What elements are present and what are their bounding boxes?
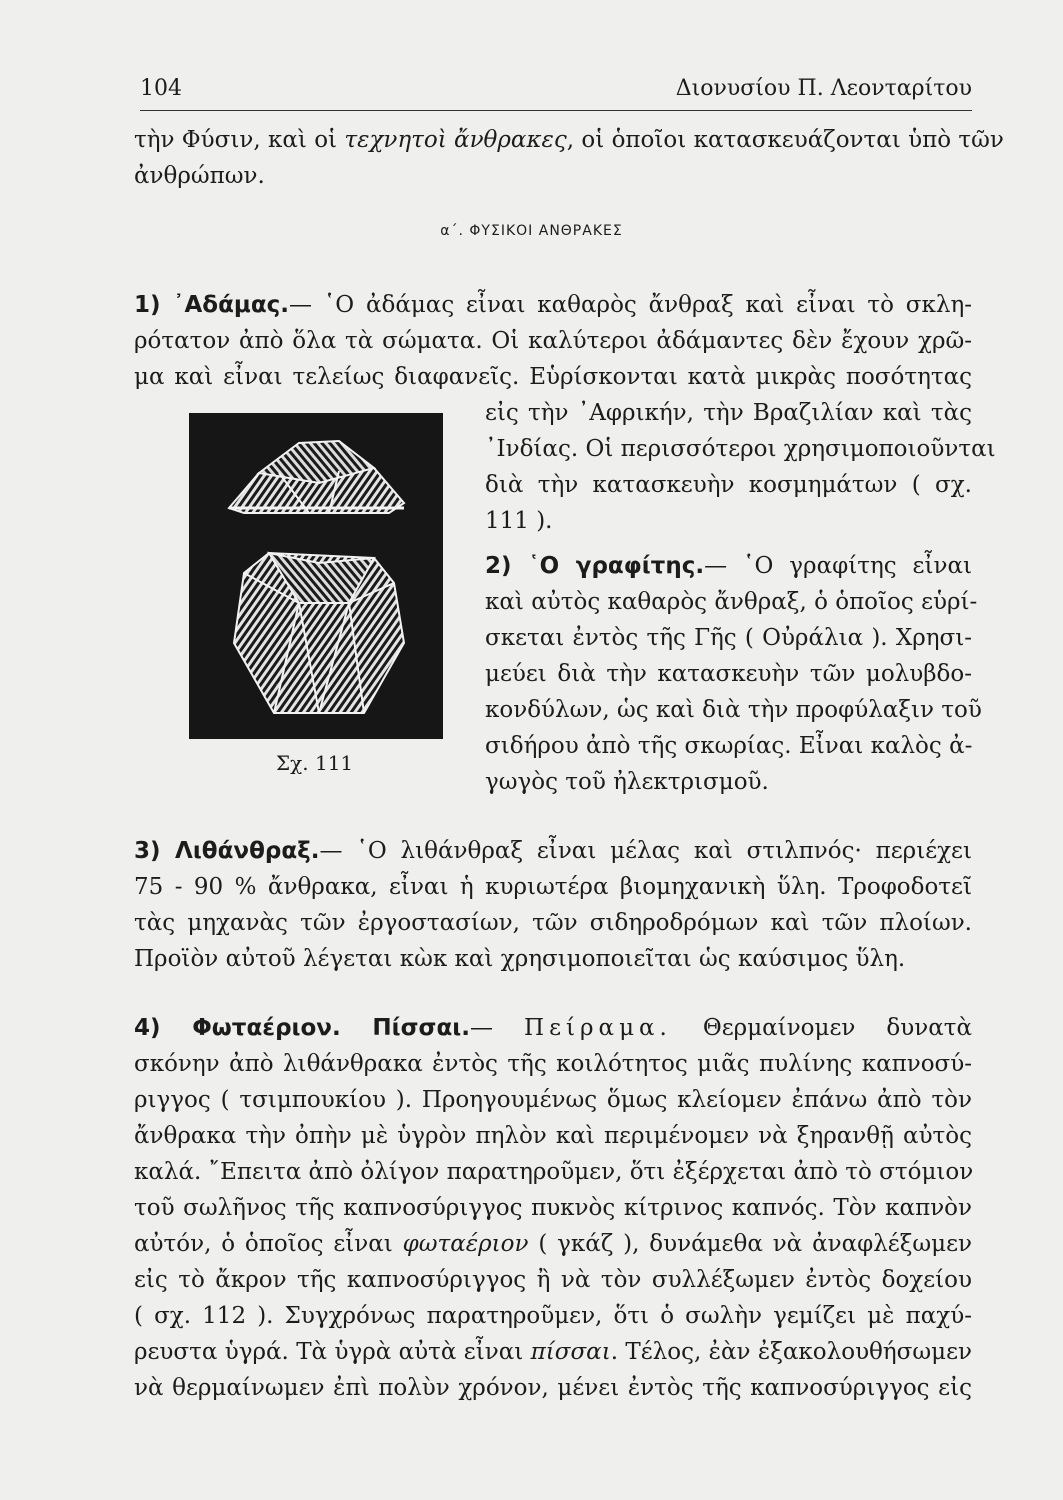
item1-line-4: εἰς τὴν ᾿Αφρικήν, τὴν Βραζιλίαν καὶ τὰς — [485, 400, 972, 426]
item2-line-7: γωγὸς τοῦ ἠλεκτρισμοῦ. — [485, 769, 769, 795]
item4-line-8: εἰς τὸ ἄκρον τῆς καπνοσύριγγος ἢ νὰ τὸν συλλέξωμεν ἐντὸς δοχείου — [134, 1267, 972, 1293]
item1-line-2: ρότατον ἀπὸ ὅλα τὰ σώματα. Οἱ καλύτεροι ἀδάμαντες δὲν ἔχουν χρῶ- — [134, 328, 972, 354]
page-number: 104 — [140, 76, 182, 101]
item2-line-2: καὶ αὐτὸς καθαρὸς ἄνθραξ, ὁ ὁποῖος εὑρί- — [485, 589, 978, 615]
item4-line-9: ( σχ. 112 ). Συγχρόνως παρατηροῦμεν, ὅτι ὁ σωλὴν γεμίζει μὲ παχύ- — [134, 1303, 972, 1329]
item3-line-2: 75 - 90 % ἄνθρακα, εἶναι ἡ κυριωτέρα βιομηχανικὴ ὕλη. Τροφοδοτεῖ — [134, 874, 972, 900]
item1-line-5: ᾿Ινδίας. Οἱ περισσότεροι χρησιμοποιοῦνται — [485, 436, 996, 462]
item2-line-5: κονδύλων, ὡς καὶ διὰ τὴν προφύλαξιν τοῦ — [485, 697, 982, 723]
item3-heading: 3) Λιθάνθραξ. — [134, 838, 320, 864]
item1-line-7: 111 ). — [485, 508, 553, 534]
item2-line-1: 2) ῾Ο γραφίτης.— ῾Ο γραφίτης εἶναι — [485, 553, 972, 579]
item4-line-1: 4) Φωταέριον. Πίσσαι.— Πείραμα. Θερμαίνομεν δυνατὰ — [134, 1015, 973, 1041]
item2-line-6: σιδήρου ἀπὸ τῆς σκωρίας. Εἶναι καλὸς ἀ- — [485, 733, 973, 759]
item3-line-4: Προϊὸν αὐτοῦ λέγεται κὼκ καὶ χρησιμοποιεῖται ὡς καύσιμος ὕλη. — [134, 946, 906, 972]
item3-line-1: 3) Λιθάνθραξ.— ῾Ο λιθάνθραξ εἶναι μέλας καὶ στιλπνός· περιέχει — [134, 838, 972, 864]
intro-line-1: τὴν Φύσιν, καὶ οἱ τεχνητοὶ ἄνθρακες, οἱ ὁποῖοι κατασκευάζονται ὑπὸ τῶν — [134, 127, 1004, 153]
running-head: Διονυσίου Π. Λεονταρίτου — [675, 76, 972, 101]
item4-line-3: ριγγος ( τσιμπουκίου ). Προηγουμένως ὅμως κλείομεν ἐπάνω ἀπὸ τὸν — [134, 1087, 972, 1113]
diamond-figure — [189, 413, 443, 739]
item4-line-7: αὐτόν, ὁ ὁποῖος εἶναι φωταέριον ( γκάζ ), δυνάμεθα νὰ ἀναφλέξωμεν — [134, 1231, 972, 1257]
item3-line-3: τὰς μηχανὰς τῶν ἐργοστασίων, τῶν σιδηροδρόμων καὶ τῶν πλοίων. — [134, 910, 972, 936]
item4-line-4: ἄνθρακα τὴν ὀπὴν μὲ ὑγρὸν πηλὸν καὶ περιμένομεν νὰ ξηρανθῇ αὐτὸς — [134, 1123, 972, 1149]
item4-line-11: νὰ θερμαίνωμεν ἐπὶ πολὺν χρόνον, μένει ἐντὸς τῆς καπνοσύριγγος εἰς — [134, 1375, 972, 1401]
diamond-illustration — [189, 413, 443, 739]
item1-heading: 1) ᾿Αδάμας. — [134, 292, 290, 318]
figure-caption: Σχ. 111 — [276, 751, 354, 775]
item4-line-6: τοῦ σωλῆνος τῆς καπνοσύριγγος πυκνὸς κίτρινος καπνός. Τὸν καπνὸν — [134, 1195, 972, 1221]
item4-line-5: καλά. ῎Επειτα ἀπὸ ὀλίγον παρατηροῦμεν, ὅτι ἐξέρχεται ἀπὸ τὸ στόμιον — [134, 1159, 974, 1185]
item2-line-4: μεύει διὰ τὴν κατασκευὴν τῶν μολυβδο- — [485, 661, 972, 687]
item1-line-3: μα καὶ εἶναι τελείως διαφανεῖς. Εὑρίσκονται κατὰ μικρὰς ποσότητας — [134, 364, 972, 390]
item4-heading: 4) Φωταέριον. Πίσσαι. — [134, 1015, 470, 1041]
item4-line-2: σκόνην ἀπὸ λιθάνθρακα ἐντὸς τῆς κοιλότητος μιᾶς πυλίνης καπνοσύ- — [134, 1051, 972, 1077]
page-header — [140, 76, 972, 111]
item2-heading: 2) ῾Ο γραφίτης. — [485, 553, 705, 579]
item1-line-1: 1) ᾿Αδάμας.— ῾Ο ἀδάμας εἶναι καθαρὸς ἄνθραξ καὶ εἶναι τὸ σκλη- — [134, 292, 972, 318]
item1-line-6: διὰ τὴν κατασκευὴν κοσμημάτων ( σχ. — [485, 472, 972, 498]
item2-line-3: σκεται ἐντὸς τῆς Γῆς ( Οὐράλια ). Χρησι- — [485, 625, 972, 651]
experiment-label: Πείραμα. — [524, 1015, 672, 1041]
item4-line-10: ρευστα ὑγρά. Τὰ ὑγρὰ αὐτὰ εἶναι πίσσαι. Τέλος, ἐὰν ἐξακολουθήσωμεν — [134, 1339, 972, 1365]
intro-line-2: ἀνθρώπων. — [134, 163, 265, 189]
section-title: α΄. ΦΥΣΙΚΟΙ ΑΝΘΡΑΚΕΣ — [440, 223, 623, 239]
